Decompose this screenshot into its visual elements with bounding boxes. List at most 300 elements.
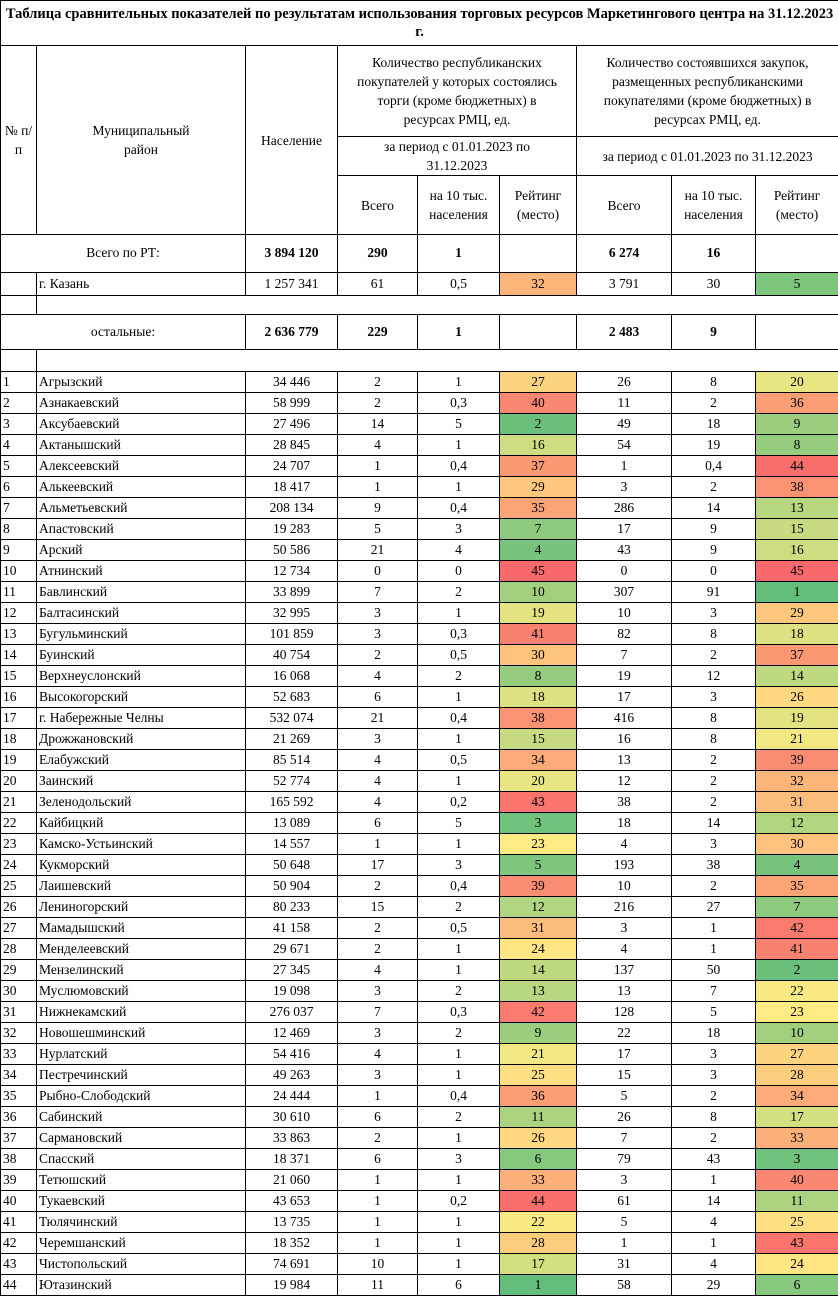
purchases-rating: 21 — [756, 729, 838, 750]
table-row — [1, 960, 838, 981]
buyers-per10k: 1 — [418, 603, 500, 624]
buyers-per10k: 0,5 — [418, 273, 500, 296]
purchases-total: 61 — [577, 1191, 672, 1212]
district-name: Зеленодольский — [37, 792, 246, 813]
buyers-total: 4 — [338, 666, 418, 687]
purchases-per10k: 9 — [672, 519, 756, 540]
spacer-row — [1, 296, 838, 315]
district-name: Менделеевский — [37, 939, 246, 960]
purchases-total: 26 — [577, 1107, 672, 1128]
table-row — [1, 1212, 838, 1233]
population-value: 85 514 — [246, 750, 338, 771]
purchases-total: 193 — [577, 855, 672, 876]
purchases-rating: 30 — [756, 834, 838, 855]
purchases-rating: 36 — [756, 393, 838, 414]
row-number: 32 — [1, 1023, 37, 1044]
buyers-total: 4 — [338, 1044, 418, 1065]
row-number: 27 — [1, 918, 37, 939]
population-value: 54 416 — [246, 1044, 338, 1065]
population-value: 80 233 — [246, 897, 338, 918]
buyers-per10k: 3 — [418, 519, 500, 540]
buyers-total: 5 — [338, 519, 418, 540]
buyers-total: 14 — [338, 414, 418, 435]
buyers-rating: 44 — [500, 1191, 577, 1212]
purchases-per10k: 18 — [672, 414, 756, 435]
summary-label: остальные: — [1, 315, 246, 350]
purchases-per10k: 7 — [672, 981, 756, 1002]
table-row — [1, 1044, 838, 1065]
district-name: Ютазинский — [37, 1275, 246, 1296]
buyers-per10k: 0,3 — [418, 393, 500, 414]
buyers-rating: 11 — [500, 1107, 577, 1128]
purchases-total: 26 — [577, 372, 672, 393]
buyers-rating: 31 — [500, 918, 577, 939]
buyers-rating: 24 — [500, 939, 577, 960]
buyers-per10k: 1 — [418, 834, 500, 855]
header-buyers-period: за период с 01.01.2023 по 31.12.2023 — [338, 137, 577, 176]
table-row — [1, 876, 838, 897]
purchases-per10k: 9 — [672, 540, 756, 561]
buyers-total: 229 — [338, 315, 418, 350]
purchases-total: 11 — [577, 393, 672, 414]
buyers-rating: 5 — [500, 855, 577, 876]
district-name: Мензелинский — [37, 960, 246, 981]
table-row — [1, 498, 838, 519]
row-number: 17 — [1, 708, 37, 729]
buyers-total: 6 — [338, 1149, 418, 1170]
row-number: 34 — [1, 1065, 37, 1086]
buyers-total: 290 — [338, 235, 418, 273]
purchases-per10k: 1 — [672, 1233, 756, 1254]
district-name: Тукаевский — [37, 1191, 246, 1212]
buyers-per10k: 6 — [418, 1275, 500, 1296]
purchases-total: 3 — [577, 1170, 672, 1191]
buyers-total: 1 — [338, 1212, 418, 1233]
purchases-total: 13 — [577, 750, 672, 771]
row-number: 10 — [1, 561, 37, 582]
purchases-per10k: 50 — [672, 960, 756, 981]
table-row — [1, 1191, 838, 1212]
purchases-per10k: 0 — [672, 561, 756, 582]
buyers-per10k: 1 — [418, 1128, 500, 1149]
purchases-per10k: 14 — [672, 813, 756, 834]
population-value: 58 999 — [246, 393, 338, 414]
purchases-total: 49 — [577, 414, 672, 435]
purchases-rating: 3 — [756, 1149, 838, 1170]
buyers-total: 17 — [338, 855, 418, 876]
buyers-total: 4 — [338, 792, 418, 813]
buyers-per10k: 2 — [418, 981, 500, 1002]
buyers-rating: 7 — [500, 519, 577, 540]
purchases-per10k: 1 — [672, 939, 756, 960]
row-number: 42 — [1, 1233, 37, 1254]
buyers-total: 61 — [338, 273, 418, 296]
buyers-rating — [500, 235, 577, 273]
purchases-rating: 7 — [756, 897, 838, 918]
buyers-per10k: 4 — [418, 540, 500, 561]
district-name: Мамадышский — [37, 918, 246, 939]
buyers-rating: 26 — [500, 1128, 577, 1149]
population-value: 19 098 — [246, 981, 338, 1002]
row-number: 9 — [1, 540, 37, 561]
population-value: 24 707 — [246, 456, 338, 477]
purchases-rating: 17 — [756, 1107, 838, 1128]
buyers-total: 0 — [338, 561, 418, 582]
buyers-rating: 18 — [500, 687, 577, 708]
district-name: Чистопольский — [37, 1254, 246, 1275]
buyers-per10k: 1 — [418, 687, 500, 708]
purchases-total: 307 — [577, 582, 672, 603]
purchases-total: 54 — [577, 435, 672, 456]
row-number: 22 — [1, 813, 37, 834]
purchases-total: 10 — [577, 603, 672, 624]
header-buyers-per10k: на 10 тыс. населения — [418, 176, 500, 235]
buyers-rating: 20 — [500, 771, 577, 792]
buyers-per10k: 0,5 — [418, 645, 500, 666]
population-value: 28 845 — [246, 435, 338, 456]
row-number: 39 — [1, 1170, 37, 1191]
purchases-per10k: 27 — [672, 897, 756, 918]
purchases-rating: 44 — [756, 456, 838, 477]
buyers-per10k: 0,4 — [418, 1086, 500, 1107]
row-number: 8 — [1, 519, 37, 540]
buyers-rating: 8 — [500, 666, 577, 687]
population-value: 18 352 — [246, 1233, 338, 1254]
population-value: 27 345 — [246, 960, 338, 981]
buyers-per10k: 0,5 — [418, 918, 500, 939]
purchases-per10k: 29 — [672, 1275, 756, 1296]
table-row — [1, 687, 838, 708]
buyers-rating: 36 — [500, 1086, 577, 1107]
purchases-per10k: 19 — [672, 435, 756, 456]
row-number: 16 — [1, 687, 37, 708]
buyers-rating — [500, 315, 577, 350]
buyers-per10k: 1 — [418, 960, 500, 981]
purchases-total: 1 — [577, 1233, 672, 1254]
buyers-rating: 45 — [500, 561, 577, 582]
buyers-total: 4 — [338, 771, 418, 792]
buyers-per10k: 0,4 — [418, 498, 500, 519]
district-name: Агрызский — [37, 372, 246, 393]
summary-row — [1, 273, 838, 296]
buyers-per10k: 0,4 — [418, 876, 500, 897]
purchases-total: 5 — [577, 1212, 672, 1233]
buyers-rating: 29 — [500, 477, 577, 498]
header-purchases-period: за период с 01.01.2023 по 31.12.2023 — [577, 137, 838, 176]
purchases-total: 15 — [577, 1065, 672, 1086]
header-purchases-rating: Рейтинг (место) — [756, 176, 838, 235]
purchases-total: 12 — [577, 771, 672, 792]
population-value: 21 060 — [246, 1170, 338, 1191]
population-value: 50 904 — [246, 876, 338, 897]
buyers-total: 21 — [338, 708, 418, 729]
district-name: Сабинский — [37, 1107, 246, 1128]
district-name: Азнакаевский — [37, 393, 246, 414]
row-number: 31 — [1, 1002, 37, 1023]
buyers-total: 1 — [338, 477, 418, 498]
buyers-per10k: 1 — [418, 1044, 500, 1065]
header-buyers-total: Всего — [338, 176, 418, 235]
district-name: Арский — [37, 540, 246, 561]
purchases-per10k: 2 — [672, 393, 756, 414]
population-value: 50 586 — [246, 540, 338, 561]
spacer-first-cell — [1, 296, 37, 315]
population-value: 208 134 — [246, 498, 338, 519]
buyers-per10k: 0,2 — [418, 1191, 500, 1212]
population-value: 52 774 — [246, 771, 338, 792]
purchases-rating: 42 — [756, 918, 838, 939]
purchases-per10k: 2 — [672, 771, 756, 792]
row-number: 24 — [1, 855, 37, 876]
row-number: 26 — [1, 897, 37, 918]
buyers-rating: 42 — [500, 1002, 577, 1023]
purchases-total: 31 — [577, 1254, 672, 1275]
purchases-per10k: 18 — [672, 1023, 756, 1044]
buyers-rating: 9 — [500, 1023, 577, 1044]
district-name: Альметьевский — [37, 498, 246, 519]
purchases-rating: 9 — [756, 414, 838, 435]
buyers-rating: 2 — [500, 414, 577, 435]
table-row — [1, 1275, 838, 1296]
population-value: 41 158 — [246, 918, 338, 939]
buyers-rating: 32 — [500, 273, 577, 296]
purchases-rating — [756, 235, 838, 273]
purchases-total: 3 791 — [577, 273, 672, 296]
table-row — [1, 666, 838, 687]
population-value: 50 648 — [246, 855, 338, 876]
purchases-per10k: 30 — [672, 273, 756, 296]
table-title: Таблица сравнительных показателей по результатам использования торговых ресурсов Маркетингового центра на 31.12.2023 г. — [1, 1, 838, 46]
purchases-per10k: 1 — [672, 1170, 756, 1191]
row-number: 41 — [1, 1212, 37, 1233]
purchases-total: 1 — [577, 456, 672, 477]
buyers-rating: 3 — [500, 813, 577, 834]
buyers-rating: 43 — [500, 792, 577, 813]
population-value: 52 683 — [246, 687, 338, 708]
table-row — [1, 1107, 838, 1128]
purchases-total: 4 — [577, 834, 672, 855]
buyers-per10k: 1 — [418, 1212, 500, 1233]
table-row — [1, 813, 838, 834]
district-name: Тетюшский — [37, 1170, 246, 1191]
row-number: 28 — [1, 939, 37, 960]
table-row — [1, 939, 838, 960]
purchases-per10k: 4 — [672, 1212, 756, 1233]
row-number: 15 — [1, 666, 37, 687]
purchases-rating: 31 — [756, 792, 838, 813]
buyers-per10k: 1 — [418, 1233, 500, 1254]
buyers-rating: 25 — [500, 1065, 577, 1086]
buyers-rating: 6 — [500, 1149, 577, 1170]
buyers-per10k: 1 — [418, 1170, 500, 1191]
purchases-rating — [756, 315, 838, 350]
purchases-rating: 27 — [756, 1044, 838, 1065]
population-value: 29 671 — [246, 939, 338, 960]
population-value: 16 068 — [246, 666, 338, 687]
buyers-rating: 34 — [500, 750, 577, 771]
table-row — [1, 540, 838, 561]
buyers-per10k: 1 — [418, 1065, 500, 1086]
population-value: 34 446 — [246, 372, 338, 393]
buyers-per10k: 1 — [418, 1254, 500, 1275]
purchases-rating: 20 — [756, 372, 838, 393]
table-row — [1, 729, 838, 750]
buyers-rating: 4 — [500, 540, 577, 561]
summary-row — [1, 315, 838, 350]
population-value: 18 371 — [246, 1149, 338, 1170]
header-purchases-group: Количество состоявшихся закупок, размещенных республиканскими покупателями (кроме бюджетных) в ресурсах РМЦ, ед. — [577, 46, 838, 137]
purchases-total: 82 — [577, 624, 672, 645]
purchases-rating: 5 — [756, 273, 838, 296]
buyers-total: 1 — [338, 1086, 418, 1107]
purchases-per10k: 2 — [672, 1128, 756, 1149]
purchases-rating: 8 — [756, 435, 838, 456]
buyers-per10k: 2 — [418, 666, 500, 687]
population-value: 32 995 — [246, 603, 338, 624]
table-row — [1, 792, 838, 813]
purchases-per10k: 2 — [672, 477, 756, 498]
buyers-rating: 30 — [500, 645, 577, 666]
population-value: 74 691 — [246, 1254, 338, 1275]
purchases-per10k: 16 — [672, 235, 756, 273]
table-row — [1, 708, 838, 729]
purchases-per10k: 8 — [672, 1107, 756, 1128]
buyers-per10k: 1 — [418, 477, 500, 498]
buyers-rating: 33 — [500, 1170, 577, 1191]
district-name: Нижнекамский — [37, 1002, 246, 1023]
row-number: 20 — [1, 771, 37, 792]
district-name: Кайбицкий — [37, 813, 246, 834]
district-name: Черемшанский — [37, 1233, 246, 1254]
purchases-rating: 19 — [756, 708, 838, 729]
district-name: Апастовский — [37, 519, 246, 540]
purchases-total: 17 — [577, 519, 672, 540]
buyers-per10k: 2 — [418, 1023, 500, 1044]
purchases-total: 0 — [577, 561, 672, 582]
buyers-total: 2 — [338, 645, 418, 666]
table-row — [1, 834, 838, 855]
table-row — [1, 561, 838, 582]
buyers-rating: 35 — [500, 498, 577, 519]
population-value: 1 257 341 — [246, 273, 338, 296]
purchases-per10k: 8 — [672, 372, 756, 393]
buyers-rating: 22 — [500, 1212, 577, 1233]
district-name: Лаишевский — [37, 876, 246, 897]
purchases-total: 43 — [577, 540, 672, 561]
population-value: 21 269 — [246, 729, 338, 750]
row-number: 19 — [1, 750, 37, 771]
buyers-per10k: 1 — [418, 235, 500, 273]
buyers-total: 6 — [338, 1107, 418, 1128]
population-value: 33 863 — [246, 1128, 338, 1149]
purchases-per10k: 91 — [672, 582, 756, 603]
table-row — [1, 645, 838, 666]
row-number: 33 — [1, 1044, 37, 1065]
district-name: Муслюмовский — [37, 981, 246, 1002]
purchases-rating: 35 — [756, 876, 838, 897]
buyers-total: 3 — [338, 1023, 418, 1044]
purchases-per10k: 14 — [672, 498, 756, 519]
buyers-rating: 19 — [500, 603, 577, 624]
table-row — [1, 771, 838, 792]
buyers-rating: 23 — [500, 834, 577, 855]
district-name: Актанышский — [37, 435, 246, 456]
row-number: 43 — [1, 1254, 37, 1275]
purchases-total: 416 — [577, 708, 672, 729]
row-number: 14 — [1, 645, 37, 666]
district-name: Новошешминский — [37, 1023, 246, 1044]
header-district: Муниципальный район — [37, 46, 246, 235]
district-name: Алексеевский — [37, 456, 246, 477]
row-number: 30 — [1, 981, 37, 1002]
row-number: 2 — [1, 393, 37, 414]
table-row — [1, 435, 838, 456]
buyers-rating: 16 — [500, 435, 577, 456]
purchases-per10k: 2 — [672, 645, 756, 666]
buyers-total: 1 — [338, 1170, 418, 1191]
purchases-per10k: 2 — [672, 792, 756, 813]
buyers-per10k: 1 — [418, 771, 500, 792]
buyers-total: 6 — [338, 813, 418, 834]
buyers-per10k: 0,3 — [418, 1002, 500, 1023]
buyers-total: 7 — [338, 1002, 418, 1023]
buyers-per10k: 0,4 — [418, 708, 500, 729]
purchases-rating: 22 — [756, 981, 838, 1002]
buyers-rating: 27 — [500, 372, 577, 393]
purchases-total: 79 — [577, 1149, 672, 1170]
table-row — [1, 918, 838, 939]
row-number: 1 — [1, 372, 37, 393]
purchases-per10k: 8 — [672, 729, 756, 750]
buyers-total: 1 — [338, 456, 418, 477]
table-row — [1, 1023, 838, 1044]
buyers-total: 11 — [338, 1275, 418, 1296]
buyers-per10k: 2 — [418, 582, 500, 603]
row-number: 44 — [1, 1275, 37, 1296]
buyers-total: 2 — [338, 918, 418, 939]
row-number: 4 — [1, 435, 37, 456]
buyers-per10k: 2 — [418, 1107, 500, 1128]
purchases-total: 7 — [577, 645, 672, 666]
buyers-total: 3 — [338, 981, 418, 1002]
table-row — [1, 1128, 838, 1149]
purchases-per10k: 14 — [672, 1191, 756, 1212]
purchases-rating: 15 — [756, 519, 838, 540]
table-row — [1, 1086, 838, 1107]
buyers-per10k: 3 — [418, 855, 500, 876]
row-number: 12 — [1, 603, 37, 624]
purchases-total: 58 — [577, 1275, 672, 1296]
row-number: 23 — [1, 834, 37, 855]
buyers-total: 4 — [338, 960, 418, 981]
purchases-total: 10 — [577, 876, 672, 897]
purchases-total: 2 483 — [577, 315, 672, 350]
population-value: 14 557 — [246, 834, 338, 855]
district-name: Сармановский — [37, 1128, 246, 1149]
purchases-per10k: 0,4 — [672, 456, 756, 477]
summary-label: Всего по РТ: — [1, 235, 246, 273]
purchases-total: 17 — [577, 687, 672, 708]
buyers-rating: 12 — [500, 897, 577, 918]
table-row — [1, 750, 838, 771]
buyers-rating: 14 — [500, 960, 577, 981]
row-number: 11 — [1, 582, 37, 603]
buyers-total: 3 — [338, 603, 418, 624]
table-row — [1, 477, 838, 498]
purchases-per10k: 3 — [672, 834, 756, 855]
purchases-per10k: 4 — [672, 1254, 756, 1275]
buyers-rating: 15 — [500, 729, 577, 750]
